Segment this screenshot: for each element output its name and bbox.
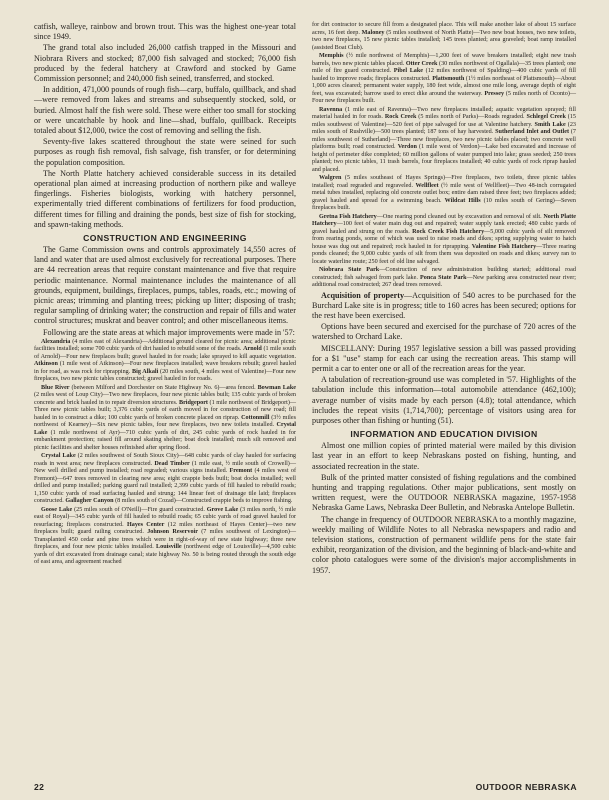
area-name: Big Alkali [132, 368, 159, 375]
body-paragraph: The Game Commission owns and controls approximately 14,550 acres of land and water that are used almost exclusively for recreational purposes. There are 44 recreation areas that require constant maintenance and five that require periodic maintenance. Normal maintenance includes the maintenance of all grounds, equipment, buildings, fireplaces, pumps, tables, roads, etc.; mowing of picnic areas; trimming and planting trees; picking up litter; disposing of trash; regular sampling of drinking water; the construction and repair of fills and water control structures; muskrat and beaver control; and other miscellaneous items. [34, 245, 296, 326]
area-description: for dirt contractor to secure fill from a designated place. This will make another lake of about 15 surface acres, 16 feet deep. [312, 22, 576, 36]
area-description: —100 feet of water main dug out and repaired; water supply tank erected; 480 cubic yards of gravel hauled and strung on the roads. [312, 221, 576, 235]
area-name: Otter Creek [405, 60, 438, 67]
section-heading-construction: CONSTRUCTION AND ENGINEERING [83, 233, 247, 244]
area-description: —Three rearing ponds cleaned; the 9,000 cubic yards of silt from them was deposited on roads and dikes; survey ran to locate waterline route; 250 feet of old line salvaged. [312, 243, 576, 265]
area-entry-paragraph [312, 53, 576, 106]
area-name: Pibel Lake [393, 68, 424, 74]
body-paragraph [312, 375, 576, 426]
area-list [34, 339, 296, 567]
body-paragraph: In addition, 471,000 pounds of rough fish—carp, buffalo, quillback, and shad—were removed from lakes and streams and subsequently stocked, sold, or buried. Almost half the fish were sold. These were either too small for stocking or were uncatchable by hook and line—shad, buffalo, quillback. Receipts totaled about $12,000, twice the cost of removing and selling the fish. [34, 85, 296, 136]
area-name: Dead Timber [154, 460, 190, 467]
body-paragraph: catfish, walleye, rainbow and brown trout. This was the highest one-year total since 1949. [34, 22, 296, 42]
area-description: (1 mile northwest of Bridgeport)—Three new picnic tables built; 3,376 cubic yards of earth moved in for construction of new road; fill hauled in to construct a dike; 100 cubic yards of broken concrete placed on riprap. [34, 399, 297, 421]
area-description: (2 miles southwest of South Sioux City)—648 cubic yards of clay hauled for surfacing roads in west area; new fireplaces constructed. [34, 453, 296, 467]
area-description: (23 miles south of Rushville)—500 trees planted; 187 tons of hay harvested. [312, 121, 576, 135]
area-name: Gallagher Canyon [65, 498, 114, 505]
area-name: Cottonmill [241, 414, 270, 421]
right-column [312, 22, 576, 760]
area-name: Smith Lake [534, 121, 566, 128]
area-name: Sutherland Inlet and Outlet [495, 129, 570, 135]
area-description: (20 miles south, 4 miles west of Valentine)—Four new fireplaces, two new picnic tables constructed; gravel hauled in for roads. [34, 368, 296, 383]
area-description: (10 miles south of Gering)—Seven fireplaces built. [312, 197, 576, 211]
area-description: (1½ miles northeast of Plattsmouth)—About 1,000 acres cleared; permanent water supply, 180 feet wide, almost one mile long, average depth of eight feet, was excavated; barrow used to erect dike around the waterway. [312, 75, 577, 97]
area-description: (½ mile northwest of Memphis)—1,200 feet of wave breakers installed; eight new trash barrels, two new picnic tables placed. [312, 53, 576, 67]
area-description: (30 miles northwest of Ogallala)—35 trees planted; one mile of fire guard constructed. [312, 60, 576, 74]
area-description: —New parking area constructed near river; additional road constructed; 267 dead trees removed. [312, 274, 577, 288]
area-name: Wildcat Hills [444, 197, 481, 204]
body-paragraph: Following are the state areas at which major improvements were made in '57: [43, 327, 295, 337]
area-name: Gretna Fish Hatchery [319, 213, 377, 220]
area-name: Ravenna [319, 106, 343, 113]
left-column [34, 22, 296, 760]
area-entry-paragraph [312, 267, 576, 290]
section-heading-information: INFORMATION AND EDUCATION DIVISION [350, 429, 538, 440]
area-description: (4 miles west of Fremont)—647 trees removed in clearing new area; eight crappie beds built; boat docks installed; well drilled and pump installed; parking guard rail installed; 2,399 cubic yards of fill hauled to rebuild roads; 1,150 cubic yards of road surfacing hauled and strung; 144 linear feet of drainage tile laid; fireplaces constructed. [34, 468, 296, 505]
area-description: (12 miles northwest of Spalding)—400 cubic yards of fill hauled to improve roads; fireplaces constructed. [312, 68, 576, 82]
area-description: —Construction of new administration building started; additional road constructed; fish salvaged from park lake. [312, 267, 576, 281]
area-name: Arnold [243, 346, 262, 353]
area-description: (1 mile west of Verdon)—Lake bed excavated and increase of height of perimeter dike completed; 60 million gallons of water pumped into lake; grass seeded; 250 trees planted; two picnic tables, 11 trash barrels, four fireplaces installed; 40 cubic yards of rock riprap hauled and placed. [312, 144, 576, 173]
body-paragraph: The grand total also included 26,000 catfish trapped in the Missouri and Niobrara Rivers and stocked; 87,000 fish salvaged and stocked; 76,000 fish produced by the federal hatchery at Crawford and stocked by Game Commission personnel; and 240,000 fish seined, transferred, and stocked. [34, 43, 296, 84]
area-description: (3½ miles northwest of Kearney)—Six new picnic tables, four new fireplaces, two new toilets installed. [34, 414, 296, 429]
area-name: Goose Lake [41, 506, 73, 513]
page-number: 22 [34, 782, 45, 792]
area-description: (3 miles north, ½ mile east of Royal)—345 cubic yards of fill hauled to rebuild roads; 65 cubic yards of road gravel hauled for resurfacing; fireplaces constructed. [34, 506, 296, 528]
area-entry-paragraph [312, 175, 576, 213]
area-name: Atkinson [34, 361, 58, 368]
area-name: Hayes Center [126, 521, 165, 528]
body-paragraph: Almost one million copies of printed material were mailed by this division last year in an effort to keep Nebraskans posted on fishing, hunting, and associated recreation in the state. [312, 441, 576, 471]
paragraph-text: MISCELLANY: During 1957 legislative session a bill was passed providing for a $1 "use" stamp for each car using the recreation areas. This stamp will permit a car to enter one or all of the recreation areas for the year. [312, 343, 576, 373]
area-description: (5 miles north of Parks)—Roads regraded. [416, 114, 527, 120]
paragraph-text: Options have been secured and exercised for the purchase of 720 acres of the watershed to Orchard Lake. [312, 322, 576, 342]
area-name: Pressey [484, 90, 505, 97]
area-description: (7 miles southwest of Lexington)—Transplanted 450 cedar and pine trees which were in right-of-way of new state highway; three new fireplaces, and four new picnic tables installed. [34, 529, 297, 551]
paragraph-text: —Acquisition of 540 acres to be purchased for the Burchard Lake site is in progress; title to 160 acres has been secured; options for the rest have been exercised. [312, 290, 576, 320]
area-name: Bridgeport [178, 399, 208, 406]
body-paragraph [312, 291, 576, 322]
area-description: (between Milford and Dorchester on State Highway No. 6)—area fenced. [69, 384, 258, 391]
area-entry-paragraph [34, 507, 296, 567]
area-description: (12 miles northeast of Hayes Center)—two new fireplaces built; guard railing constructed. [34, 521, 297, 536]
area-name: Crystal Lake [34, 422, 296, 436]
area-entry-paragraph [312, 214, 576, 267]
acquisition-section [312, 291, 576, 427]
area-description: (1 mile northwest of Ayr)—710 cubic yards of dirt, 245 cubic yards of rock hauled in for embankment protection; raised fill around skating shelter; boat dock installed; much silt removed and picnic facilities and shelter houses refinished after spring flood. [34, 429, 296, 451]
area-description: (1 mile west of Atkinson)—Four new fireplaces installed; wave breakers rebuilt; gravel hauled in for road, as was rock for riprapping. [34, 361, 296, 375]
area-description: (1 mile south of Arnold)—Four new fireplaces built; gravel hauled in for roads; lake sprayed to kill aquatic vegetation. [34, 346, 296, 360]
area-description: (1 mile east of Ravenna)—Two new fireplaces installed; aquatic vegetation sprayed; fill material hauled in for roads. [312, 106, 576, 120]
area-name: Schlegel Creek [526, 114, 566, 120]
area-name: Fremont [229, 468, 253, 475]
area-entry-paragraph [34, 385, 296, 453]
area-name: Ponca State Park [420, 274, 467, 281]
area-description: (4 miles east of Alexandria)—Additional ground cleared for picnic area; additional picnic facilities installed; some 700 cubic yards of dirt hauled to rebuild some of the roads. [34, 338, 296, 353]
area-description: (25 miles south of O'Neill)—Fire guard constructed. [72, 506, 207, 513]
area-description: (5 miles southwest of North Platte)—Two new boat houses, two new toilets, two new fireplaces, 15 new picnic tables installed; 145 trees planted; area graveled; boat ramp installed (assisted Boat Club). [312, 29, 576, 51]
area-entry-paragraph [312, 22, 576, 52]
body-paragraph: The change in frequency of OUTDOOR NEBRASKA to a monthly magazine, weekly mailing of Wildlife Notes to all Nebraska newspapers and radio and television stations, construction of permanent wildlife pens for the state fair exhibit, reorganization of the division, and the beginning of black-and-white and color photo catalogues were some of the division's major accomplishments in 1957. [312, 514, 576, 575]
paragraph-text: A tabulation of recreation-ground use was completed in '57. Highlights of the tabulation include this information—total automobile attendance (462,100); average number of visits made by each person (4.8); total attendance, which includes the repeat visits (1,714,700); percentage of visitors using area for purposes other than fishing or hunting (51). [312, 375, 576, 425]
area-name: Louisville [156, 544, 182, 551]
area-name: Wellfleet [415, 182, 439, 189]
body-paragraph [312, 322, 576, 342]
area-name: Niobrara State Park [319, 267, 380, 273]
area-description: (1 mile east, ½ mile south of Crowell)—New well drilled and pump installed; road regraded; various signs installed. [34, 460, 296, 475]
area-description: (7 miles southwest of Sutherland)—Three new fireplaces, two new picnic tables placed; two concrete well platforms built; road constructed. [312, 129, 577, 150]
area-name: Walgren [319, 175, 342, 181]
area-name: North Platte Hatchery [312, 213, 576, 227]
area-description: (½ mile west of Wellfleet)—Two 48-inch corrugated metal tubes installed, replacing old concrete outlet box; entire dam raised three feet; two fireplaces added; gravel hauled and spread for a swimming beach. [312, 182, 576, 204]
paragraph-lead: Acquisition of property [321, 290, 405, 300]
area-description: —One rearing pond cleaned out by excavation and removal of silt. [376, 213, 544, 220]
area-name: Rock Creek Fish Hatchery [412, 228, 485, 235]
area-name: Crystal Lake [41, 453, 76, 460]
area-description: —5,000 cubic yards of silt removed from rearing ponds, some of which was used to raise roads and dikes; spring supplying water to hatch house was dug out and repaired; rock hauled in for riprapping. [312, 228, 576, 250]
area-name: Rock Creek [384, 114, 417, 120]
area-entry-paragraph [34, 453, 296, 506]
body-paragraph [312, 344, 576, 375]
area-description: (15 miles southwest of Valentine)—520 feet of pipe salvaged for use at Valentine hatchery. [312, 114, 576, 128]
area-description: (5 miles north of Oconto)—Four new fireplaces built. [312, 90, 577, 104]
body-paragraph: The North Platte hatchery achieved considerable success in its detailed operational plan aimed at increasing production of northern pike and walleye fingerlings. Fisheries biologists, working with hatchery personnel, experimentally tried different combinations of fertilizers for food production, different times for filling and draining the ponds, best size of fish for stocking, and spawn-taking methods. [34, 168, 296, 229]
area-name: Blue River [41, 384, 70, 391]
area-description: (8 miles south of Cozad)—Constructed crappie beds to improve fishing. [113, 498, 293, 505]
body-paragraph: Seventy-five lakes scattered throughout the state were seined for such purposes as rough fish removal, fish salvage, fish transfer, or for determining the population composition. [34, 137, 296, 167]
area-name: Johnson Reservoir [147, 529, 198, 536]
area-name: Valentine Fish Hatchery [471, 243, 537, 250]
area-name: Alexandria [41, 338, 71, 345]
area-description: (2 miles west of Loup City)—Two new fireplaces, four new picnic tables built; 135 cubic yards of broken concrete and brick hauled in to repair diversion structures. [34, 392, 296, 406]
magazine-title: OUTDOOR NEBRASKA [475, 782, 577, 792]
area-name: Bowman Lake [257, 384, 297, 391]
area-description: (5 miles southeast of Hayes Springs)—Five fireplaces, two toilets, three picnic tables installed; road regraded and regraveled. [312, 175, 576, 189]
area-list [312, 22, 576, 290]
area-name: Maloney [361, 29, 385, 36]
area-entry-paragraph [312, 107, 576, 175]
area-name: Verdon [397, 144, 417, 150]
area-description: (northwest edge of Louisville)—4,500 cubic yards of dirt excavated from drainage canal; state highway No. 50 is being routed through the south edge of east area, and agreement reached [34, 544, 296, 566]
area-name: Memphis [319, 53, 344, 59]
area-entry-paragraph [34, 339, 296, 384]
body-paragraph: Bulk of the printed matter consisted of fishing regulations and the combined hunting and trapping regulations. Other major publications, sent mostly on written request, were the OUTDOOR NEBRASKA magazine, 1957-1958 Nebraska Game Laws, Nebraska Deer Bulletin, and Nebraska Antelope Bulletin. [312, 472, 576, 513]
area-name: Plattsmouth [432, 75, 465, 82]
area-name: Grove Lake [206, 506, 239, 513]
